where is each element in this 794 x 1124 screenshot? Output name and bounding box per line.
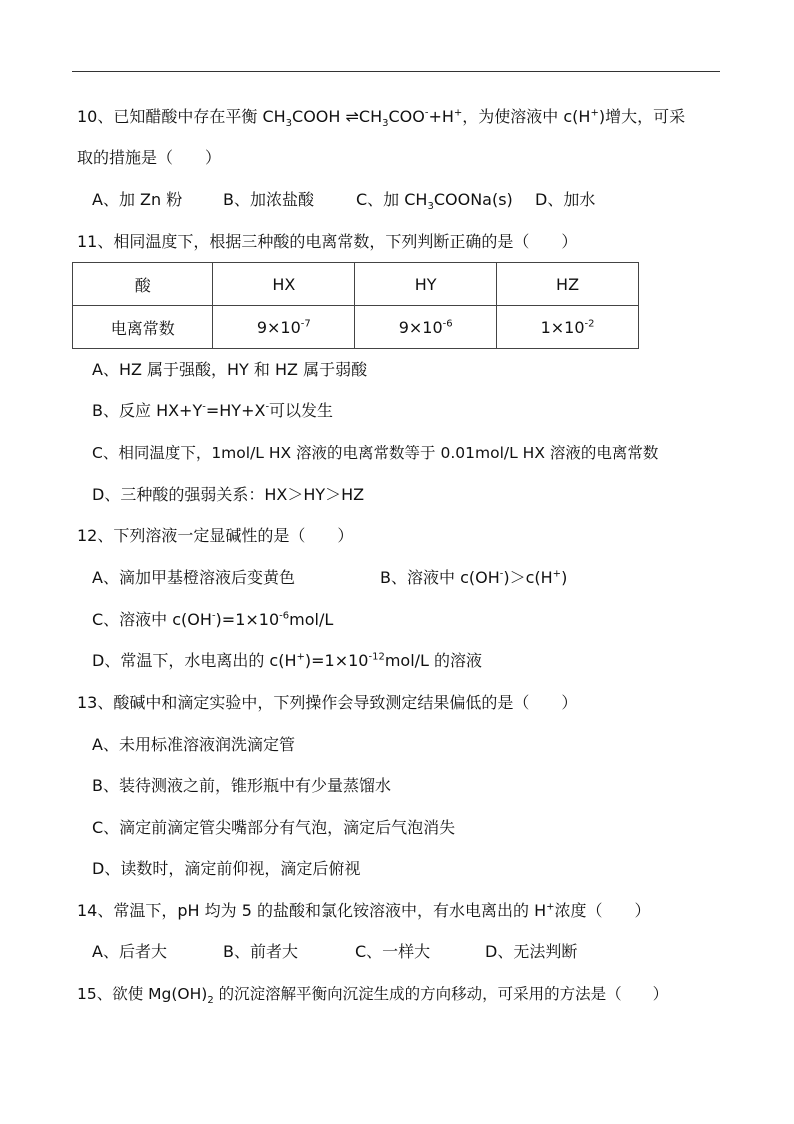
q14-option-c: C、一样大 xyxy=(355,942,431,961)
q12-option-c: C、溶液中 $c(OH^-)=1\times 10^{-6}mol/L$ xyxy=(92,610,334,629)
q10-option-c: C、加 $CH_3COONa(s)$ xyxy=(356,190,513,213)
q12-stem: 12、下列溶液一定显碱性的是（ ） xyxy=(77,526,354,545)
table-header-row xyxy=(73,263,639,306)
q11-option-a: A、HZ 属于强酸，HY 和 HZ 属于弱酸 xyxy=(92,360,368,379)
q11-stem: 11、相同温度下，根据三种酸的电离常数，下列判断正确的是（ ） xyxy=(77,232,578,251)
table-row xyxy=(73,306,639,349)
q12-option-a: A、滴加甲基橙溶液后变黄色 xyxy=(92,568,295,587)
q14-option-d: D、无法判断 xyxy=(485,942,578,961)
table-row-label: 电离常数 xyxy=(73,306,213,349)
table-header-cell: HY xyxy=(355,263,497,306)
table-header-cell: 酸 xyxy=(73,263,213,306)
table-cell: $1\times 10^{-2}$ xyxy=(497,306,639,349)
q15-stem: 15、欲使 $Mg(OH)_2$ 的沉淀溶解平衡向沉淀生成的方向移动，可采用的方法是（ ） xyxy=(77,985,669,1007)
q10-option-b: B、加浓盐酸 xyxy=(223,190,314,209)
header-rule xyxy=(72,71,720,72)
q10-option-a: A、加 Zn 粉 xyxy=(92,190,183,209)
table-cell: $9\times 10^{-7}$ xyxy=(213,306,355,349)
q11-option-b: B、反应 HX+Y-=HY+X-可以发生 xyxy=(92,401,334,420)
q11-option-d: D、三种酸的强弱关系：HX＞HY＞HZ xyxy=(92,485,365,504)
q10-stem-line1: 10、已知醋酸中存在平衡 $CH_3COOH$ $\rightleftharpoons CH_3COO^-+H^+$，为使溶液中 c(H+)增大，可采 xyxy=(77,107,686,130)
q14-option-b: B、前者大 xyxy=(223,942,298,961)
table-header-cell: HX xyxy=(213,263,355,306)
q10-stem-line2: 取的措施是（ ） xyxy=(77,148,222,167)
q13-option-c: C、滴定前滴定管尖嘴部分有气泡，滴定后气泡消失 xyxy=(92,818,456,837)
table-cell: $9\times 10^{-6}$ xyxy=(355,306,497,349)
ionization-constant-table xyxy=(72,262,639,349)
q13-stem: 13、酸碱中和滴定实验中，下列操作会导致测定结果偏低的是（ ） xyxy=(77,693,578,712)
q11-option-c: C、相同温度下，1mol/L HX 溶液的电离常数等于 0.01mol/L HX 溶液的电离常数 xyxy=(92,444,659,462)
q13-option-d: D、读数时，滴定前仰视，滴定后俯视 xyxy=(92,859,361,878)
q10-option-d: D、加水 xyxy=(535,190,596,209)
q14-stem: 14、常温下，pH 均为 5 的盐酸和氯化铵溶液中，有水电离出的 H+浓度（ ） xyxy=(77,901,651,920)
q12-option-d: D、常温下，水电离出的 $c(H^+)=1\times 10^{-12}mol/L$ 的溶液 xyxy=(92,651,483,670)
q13-option-b: B、装待测液之前，锥形瓶中有少量蒸馏水 xyxy=(92,776,391,795)
q12-option-b: B、溶液中 c(OH-)＞c(H+) xyxy=(380,568,568,587)
q14-option-a: A、后者大 xyxy=(92,942,167,961)
table-header-cell: HZ xyxy=(497,263,639,306)
q13-option-a: A、未用标准溶液润洗滴定管 xyxy=(92,735,295,754)
